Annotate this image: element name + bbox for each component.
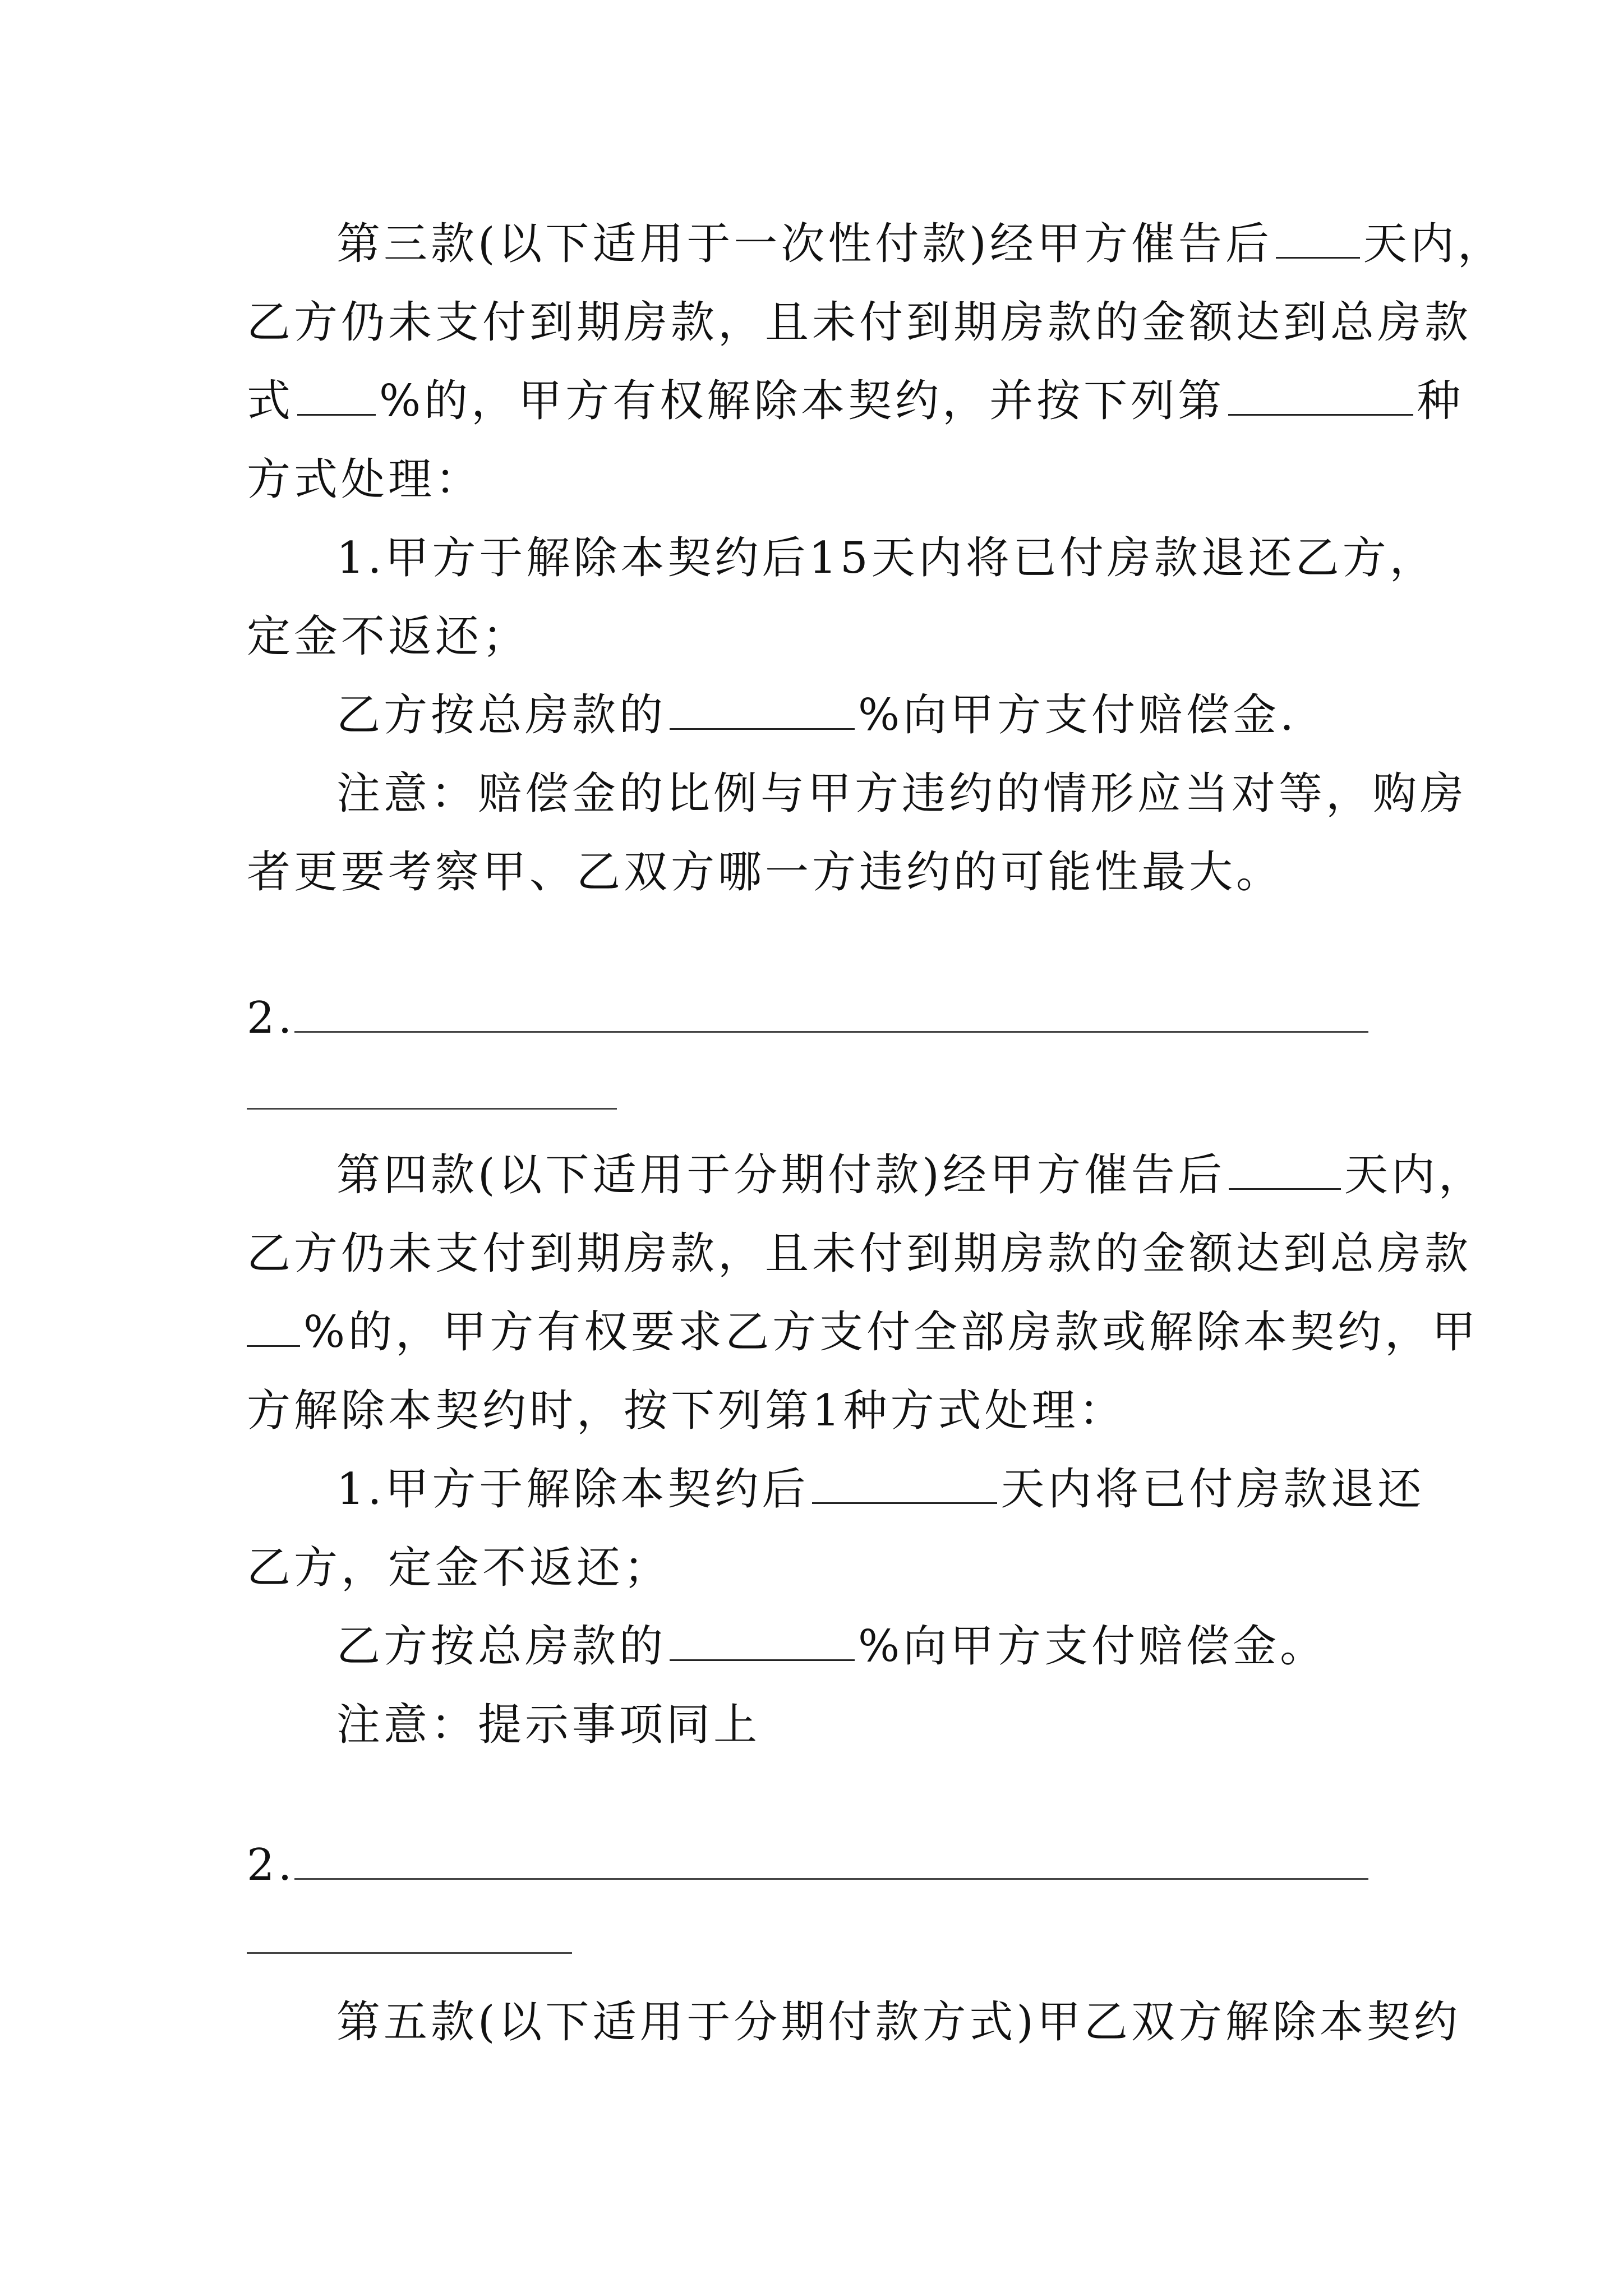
section3-item2-label: 2. [247,993,296,1043]
section3-item1-line2: 定金不返还； [247,611,530,662]
section4-item1-line1: 1.甲方于解除本契约后 天内将已付房款退还 [336,1461,1424,1517]
section3-item2-rule [294,1031,1368,1033]
blank-percent [297,374,376,416]
section3-note-line1: 注意：赔偿金的比例与甲方违约的情形应当对等，购房 [336,769,1468,819]
section5-line1: 第五款(以下适用于分期付款方式)甲乙双方解除本契约 [336,1997,1461,2047]
section4-compensation: 乙方按总房款的 %向甲方支付赔偿金。 [336,1618,1327,1674]
section4-line4: 方解除本契约时，按下列第1种方式处理： [247,1386,1126,1436]
blank-days [1229,1148,1341,1190]
section3-note-line2: 者更要考察甲、乙双方哪一方违约的可能性最大。 [247,847,1284,898]
section3-line2: 乙方仍未支付到期房款，且未付到期房款的金额达到总房款 [247,297,1472,348]
section3-compensation: 乙方按总房款的 %向甲方支付赔偿金. [336,687,1297,743]
blank-days [812,1462,997,1504]
blank-method [1228,374,1413,416]
section4-line3: %的，甲方有权要求乙方支付全部房款或解除本契约，甲 [247,1304,1479,1360]
section4-item1-line2: 乙方，定金不返还； [247,1543,671,1593]
section4-note: 注意：提示事项同上 [336,1700,761,1750]
section4-item2-label: 2. [247,1840,296,1890]
blank-days [1276,217,1360,259]
section3-line3: 式 %的，甲方有权解除本契约，并按下列第 种 [247,373,1464,429]
section3-line1: 第三款(以下适用于一次性付款)经甲方催告后 天内， [336,216,1505,272]
section3-line4: 方式处理： [247,454,483,505]
section3-item2-rule-continued [247,1108,617,1110]
section4-item2-rule [294,1878,1368,1880]
blank-percent [247,1305,300,1347]
section3-item1-line1: 1.甲方于解除本契约后15天内将已付房款退还乙方， [336,533,1437,583]
section4-line1: 第四款(以下适用于分期付款)经甲方催告后 天内， [336,1147,1486,1203]
section4-item2-rule-continued [247,1952,572,1954]
section4-line2: 乙方仍未支付到期房款，且未付到期房款的金额达到总房款 [247,1228,1472,1279]
blank-compensation [670,688,855,730]
blank-compensation [670,1619,855,1661]
